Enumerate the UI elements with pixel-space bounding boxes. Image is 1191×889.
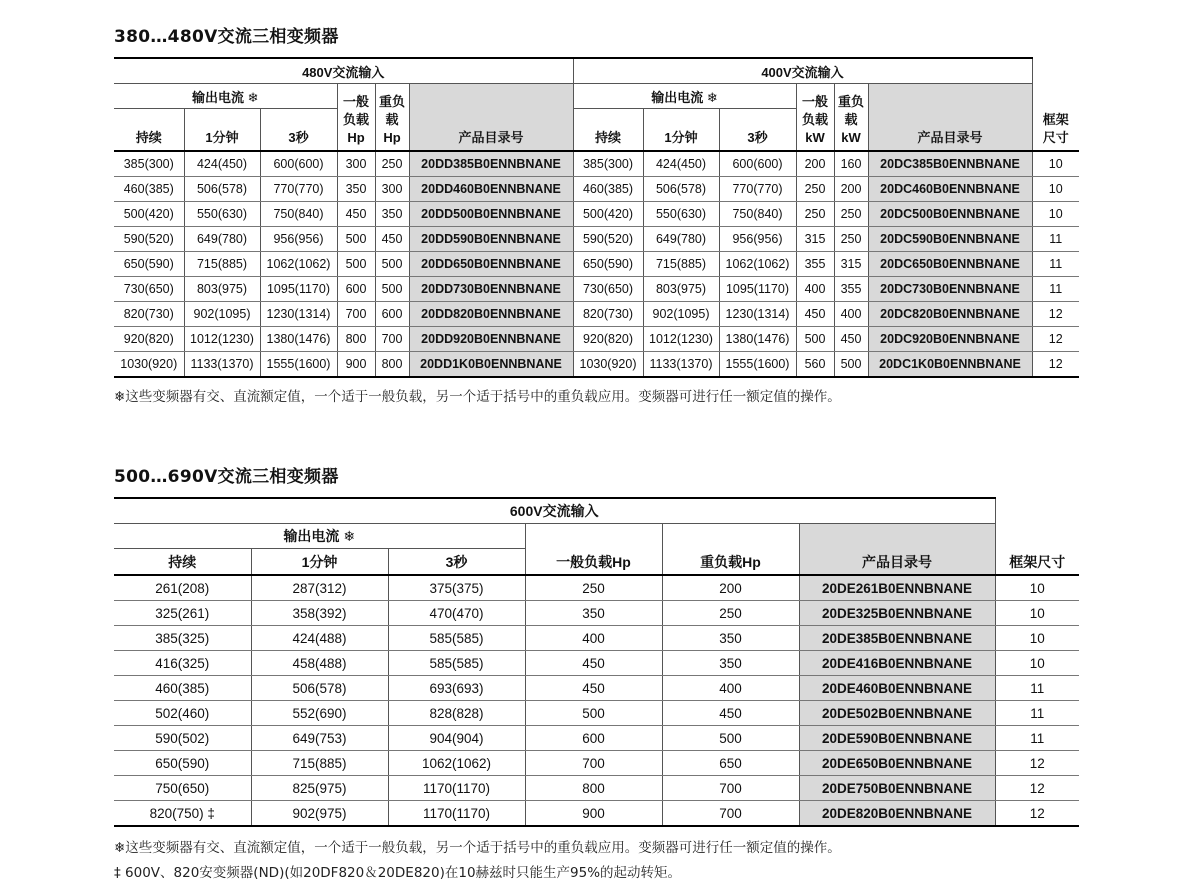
table-cell: 12 xyxy=(1032,327,1079,352)
continuous-header-600v: 持续 xyxy=(114,549,251,576)
table-cell: 424(450) xyxy=(643,151,719,177)
table-cell: 400 xyxy=(662,676,799,701)
section1-title: 380…480V交流三相变频器 xyxy=(114,27,339,47)
table-cell: 20DE820B0ENNBNANE xyxy=(799,801,995,827)
table-cell: 820(730) xyxy=(573,302,643,327)
one-min-header-left: 1分钟 xyxy=(184,109,260,152)
table-cell: 500 xyxy=(834,352,868,378)
table-cell: 1030(920) xyxy=(573,352,643,378)
table-cell: 1062(1062) xyxy=(719,252,796,277)
table-cell: 1555(1600) xyxy=(719,352,796,378)
table-cell: 11 xyxy=(1032,277,1079,302)
table-cell: 20DD1K0B0ENNBNANE xyxy=(409,352,573,378)
table-cell: 11 xyxy=(1032,252,1079,277)
table-cell: 902(1095) xyxy=(184,302,260,327)
table-cell: 650(590) xyxy=(114,751,251,776)
table-cell: 1012(1230) xyxy=(643,327,719,352)
table-cell: 20DC500B0ENNBNANE xyxy=(868,202,1032,227)
table-row xyxy=(114,151,1079,177)
table-cell: 250 xyxy=(834,227,868,252)
section2-footnote-1: ❄这些变频器有交、直流额定值，一个适于一般负载，另一个适于括号中的重负载应用。变频器可进行任一额定值的操作。 xyxy=(114,840,841,856)
table-cell: 600 xyxy=(337,277,375,302)
table-cell: 20DE650B0ENNBNANE xyxy=(799,751,995,776)
table-cell: 585(585) xyxy=(388,626,525,651)
table-cell: 460(385) xyxy=(114,676,251,701)
table-cell: 956(956) xyxy=(719,227,796,252)
table-cell: 506(578) xyxy=(251,676,388,701)
table-cell: 11 xyxy=(995,676,1079,701)
table-cell: 12 xyxy=(995,751,1079,776)
table-cell: 500(420) xyxy=(114,202,184,227)
one-min-header-600v: 1分钟 xyxy=(251,549,388,576)
table-cell: 1170(1170) xyxy=(388,776,525,801)
table-cell: 11 xyxy=(995,701,1079,726)
group-480v-header: 480V交流输入 xyxy=(114,58,573,84)
table-cell: 20DE460B0ENNBNANE xyxy=(799,676,995,701)
normal-duty-hp-header: 一般负载Hp xyxy=(337,84,375,152)
table-row xyxy=(114,352,1079,378)
table-cell: 825(975) xyxy=(251,776,388,801)
table-cell: 820(750) ‡ xyxy=(114,801,251,827)
table-cell: 350 xyxy=(662,651,799,676)
table-cell: 250 xyxy=(796,202,834,227)
table-cell: 900 xyxy=(337,352,375,378)
table-cell: 20DC920B0ENNBNANE xyxy=(868,327,1032,352)
group-600v-header: 600V交流输入 xyxy=(114,498,995,524)
table-row xyxy=(114,227,1079,252)
table-cell: 350 xyxy=(525,601,662,626)
table-cell: 450 xyxy=(796,302,834,327)
table-row xyxy=(114,651,1079,676)
table-cell: 1095(1170) xyxy=(719,277,796,302)
table-cell: 590(502) xyxy=(114,726,251,751)
output-current-header-left: 输出电流 ❄ xyxy=(114,84,337,109)
table-cell: 904(904) xyxy=(388,726,525,751)
group-400v-header: 400V交流输入 xyxy=(573,58,1032,84)
table-cell: 800 xyxy=(337,327,375,352)
catalog-header-right: 产品目录号 xyxy=(868,84,1032,152)
table-cell: 693(693) xyxy=(388,676,525,701)
table-cell: 820(730) xyxy=(114,302,184,327)
table-cell: 300 xyxy=(337,151,375,177)
table-cell: 250 xyxy=(375,151,409,177)
table-cell: 12 xyxy=(995,801,1079,827)
table-cell: 20DE502B0ENNBNANE xyxy=(799,701,995,726)
table-cell: 920(820) xyxy=(114,327,184,352)
table-cell: 450 xyxy=(337,202,375,227)
table-cell: 500 xyxy=(525,701,662,726)
table-cell: 355 xyxy=(796,252,834,277)
table-cell: 315 xyxy=(834,252,868,277)
table-cell: 261(208) xyxy=(114,575,251,601)
table-cell: 1380(1476) xyxy=(719,327,796,352)
table-cell: 300 xyxy=(375,177,409,202)
table-row xyxy=(114,601,1079,626)
table-cell: 502(460) xyxy=(114,701,251,726)
table-cell: 20DD460B0ENNBNANE xyxy=(409,177,573,202)
table-cell: 20DD920B0ENNBNANE xyxy=(409,327,573,352)
table-cell: 450 xyxy=(662,701,799,726)
table-cell: 730(650) xyxy=(114,277,184,302)
table-cell: 649(780) xyxy=(184,227,260,252)
table-cell: 600 xyxy=(375,302,409,327)
table-cell: 715(885) xyxy=(184,252,260,277)
table-cell: 200 xyxy=(796,151,834,177)
table-cell: 450 xyxy=(375,227,409,252)
section2-footnote-2: ‡ 600V、820安变频器(ND)(如20DF820＆20DE820)在10赫兹时只能生产95%的起动转矩。 xyxy=(114,865,682,881)
table-cell: 550(630) xyxy=(184,202,260,227)
table-cell: 375(375) xyxy=(388,575,525,601)
table-cell: 20DE385B0ENNBNANE xyxy=(799,626,995,651)
table-cell: 700 xyxy=(662,776,799,801)
table-cell: 385(300) xyxy=(573,151,643,177)
table-cell: 700 xyxy=(525,751,662,776)
table-cell: 1380(1476) xyxy=(260,327,337,352)
three-sec-header-600v: 3秒 xyxy=(388,549,525,576)
table-cell: 560 xyxy=(796,352,834,378)
table-row xyxy=(114,177,1079,202)
table-cell: 470(470) xyxy=(388,601,525,626)
table-cell: 350 xyxy=(337,177,375,202)
table-cell: 700 xyxy=(662,801,799,827)
table-row xyxy=(114,302,1079,327)
table-cell: 350 xyxy=(662,626,799,651)
table-cell: 828(828) xyxy=(388,701,525,726)
table-cell: 20DE590B0ENNBNANE xyxy=(799,726,995,751)
table-row xyxy=(114,575,1079,601)
table-cell: 460(385) xyxy=(114,177,184,202)
table-cell: 20DC385B0ENNBNANE xyxy=(868,151,1032,177)
normal-duty-hp-header-600v: 一般负载Hp xyxy=(525,524,662,576)
table-cell: 400 xyxy=(834,302,868,327)
table-cell: 700 xyxy=(337,302,375,327)
table-cell: 350 xyxy=(375,202,409,227)
table-cell: 10 xyxy=(1032,202,1079,227)
table-cell: 200 xyxy=(834,177,868,202)
table-cell: 12 xyxy=(1032,352,1079,378)
table-cell: 385(300) xyxy=(114,151,184,177)
table-cell: 956(956) xyxy=(260,227,337,252)
table-cell: 1133(1370) xyxy=(184,352,260,378)
table-cell: 450 xyxy=(525,651,662,676)
table-cell: 358(392) xyxy=(251,601,388,626)
table-cell: 200 xyxy=(662,575,799,601)
table-cell: 770(770) xyxy=(719,177,796,202)
table-cell: 460(385) xyxy=(573,177,643,202)
table-cell: 1133(1370) xyxy=(643,352,719,378)
heavy-duty-kw-header: 重负载kW xyxy=(834,84,868,152)
table-cell: 20DD730B0ENNBNANE xyxy=(409,277,573,302)
table-cell: 500 xyxy=(662,726,799,751)
table-cell: 500 xyxy=(375,277,409,302)
table-cell: 585(585) xyxy=(388,651,525,676)
table-cell: 750(840) xyxy=(260,202,337,227)
table-cell: 650 xyxy=(662,751,799,776)
table-cell: 287(312) xyxy=(251,575,388,601)
table-row xyxy=(114,776,1079,801)
table-cell: 160 xyxy=(834,151,868,177)
table-cell: 902(1095) xyxy=(643,302,719,327)
table-cell: 250 xyxy=(525,575,662,601)
table-cell: 506(578) xyxy=(643,177,719,202)
table-cell: 20DE416B0ENNBNANE xyxy=(799,651,995,676)
table-cell: 650(590) xyxy=(114,252,184,277)
table-cell: 20DC460B0ENNBNANE xyxy=(868,177,1032,202)
table-row xyxy=(114,751,1079,776)
table-cell: 500 xyxy=(796,327,834,352)
table-cell: 600(600) xyxy=(260,151,337,177)
table-cell: 250 xyxy=(662,601,799,626)
continuous-header-right: 持续 xyxy=(573,109,643,152)
table-cell: 20DD650B0ENNBNANE xyxy=(409,252,573,277)
heavy-duty-hp-header: 重负载Hp xyxy=(375,84,409,152)
table-cell: 803(975) xyxy=(643,277,719,302)
table-cell: 416(325) xyxy=(114,651,251,676)
table-cell: 1030(920) xyxy=(114,352,184,378)
three-sec-header-right: 3秒 xyxy=(719,109,796,152)
table-cell: 590(520) xyxy=(114,227,184,252)
table-cell: 506(578) xyxy=(184,177,260,202)
table-cell: 450 xyxy=(834,327,868,352)
table-row xyxy=(114,626,1079,651)
table-cell: 902(975) xyxy=(251,801,388,827)
table-cell: 1062(1062) xyxy=(388,751,525,776)
table-row xyxy=(114,252,1079,277)
table-cell: 424(450) xyxy=(184,151,260,177)
table-row xyxy=(114,726,1079,751)
table-cell: 20DE325B0ENNBNANE xyxy=(799,601,995,626)
table-cell: 20DD500B0ENNBNANE xyxy=(409,202,573,227)
table-cell: 730(650) xyxy=(573,277,643,302)
three-sec-header-left: 3秒 xyxy=(260,109,337,152)
table-cell: 803(975) xyxy=(184,277,260,302)
table-cell: 552(690) xyxy=(251,701,388,726)
table-cell: 1012(1230) xyxy=(184,327,260,352)
table-cell: 325(261) xyxy=(114,601,251,626)
table-cell: 650(590) xyxy=(573,252,643,277)
table-row xyxy=(114,801,1079,827)
table-cell: 458(488) xyxy=(251,651,388,676)
table-cell: 12 xyxy=(995,776,1079,801)
table-cell: 11 xyxy=(1032,227,1079,252)
table-cell: 750(650) xyxy=(114,776,251,801)
table-cell: 450 xyxy=(525,676,662,701)
section2-title: 500…690V交流三相变频器 xyxy=(114,467,339,487)
section1-footnote: ❄这些变频器有交、直流额定值，一个适于一般负载，另一个适于括号中的重负载应用。变频器可进行任一额定值的操作。 xyxy=(114,389,841,405)
table-cell: 20DC730B0ENNBNANE xyxy=(868,277,1032,302)
catalog-header-left: 产品目录号 xyxy=(409,84,573,152)
table-row xyxy=(114,202,1079,227)
table-cell: 20DC590B0ENNBNANE xyxy=(868,227,1032,252)
table-cell: 800 xyxy=(375,352,409,378)
table-cell: 770(770) xyxy=(260,177,337,202)
table-cell: 20DC650B0ENNBNANE xyxy=(868,252,1032,277)
frame-size-header: 框架尺寸 xyxy=(1032,58,1079,151)
output-current-header-600v: 输出电流 ❄ xyxy=(114,524,525,549)
table-cell: 10 xyxy=(995,651,1079,676)
table-cell: 649(753) xyxy=(251,726,388,751)
table-cell: 1062(1062) xyxy=(260,252,337,277)
one-min-header-right: 1分钟 xyxy=(643,109,719,152)
table-cell: 10 xyxy=(995,626,1079,651)
table-cell: 715(885) xyxy=(251,751,388,776)
table-480v-400v xyxy=(114,57,1079,378)
table-cell: 590(520) xyxy=(573,227,643,252)
table-cell: 355 xyxy=(834,277,868,302)
output-current-header-right: 输出电流 ❄ xyxy=(573,84,796,109)
table-cell: 500 xyxy=(375,252,409,277)
table-cell: 20DD820B0ENNBNANE xyxy=(409,302,573,327)
table-cell: 1170(1170) xyxy=(388,801,525,827)
table-cell: 1230(1314) xyxy=(719,302,796,327)
table-cell: 20DD385B0ENNBNANE xyxy=(409,151,573,177)
table-cell: 10 xyxy=(995,575,1079,601)
table-cell: 920(820) xyxy=(573,327,643,352)
table-cell: 1555(1600) xyxy=(260,352,337,378)
table-cell: 800 xyxy=(525,776,662,801)
table-cell: 385(325) xyxy=(114,626,251,651)
table-cell: 550(630) xyxy=(643,202,719,227)
table-cell: 424(488) xyxy=(251,626,388,651)
table-cell: 315 xyxy=(796,227,834,252)
table-cell: 10 xyxy=(1032,151,1079,177)
table-cell: 715(885) xyxy=(643,252,719,277)
table-cell: 1230(1314) xyxy=(260,302,337,327)
table-row xyxy=(114,327,1079,352)
table-row xyxy=(114,676,1079,701)
table-cell: 500 xyxy=(337,227,375,252)
table-cell: 400 xyxy=(525,626,662,651)
normal-duty-kw-header: 一般负载kW xyxy=(796,84,834,152)
table-cell: 10 xyxy=(1032,177,1079,202)
table-cell: 20DE261B0ENNBNANE xyxy=(799,575,995,601)
frame-size-header-600v: 框架尺寸 xyxy=(995,498,1079,575)
table-cell: 600 xyxy=(525,726,662,751)
table-cell: 20DC1K0B0ENNBNANE xyxy=(868,352,1032,378)
table-cell: 12 xyxy=(1032,302,1079,327)
table-cell: 20DC820B0ENNBNANE xyxy=(868,302,1032,327)
table-cell: 400 xyxy=(796,277,834,302)
table-cell: 600(600) xyxy=(719,151,796,177)
table-cell: 20DE750B0ENNBNANE xyxy=(799,776,995,801)
table-cell: 900 xyxy=(525,801,662,827)
table-cell: 250 xyxy=(796,177,834,202)
table-cell: 500(420) xyxy=(573,202,643,227)
table-cell: 649(780) xyxy=(643,227,719,252)
table-600v xyxy=(114,497,1079,827)
table-cell: 250 xyxy=(834,202,868,227)
table-cell: 11 xyxy=(995,726,1079,751)
table-cell: 500 xyxy=(337,252,375,277)
table-row xyxy=(114,701,1079,726)
table-cell: 700 xyxy=(375,327,409,352)
table-row xyxy=(114,277,1079,302)
table-cell: 10 xyxy=(995,601,1079,626)
table-cell: 20DD590B0ENNBNANE xyxy=(409,227,573,252)
continuous-header-left: 持续 xyxy=(114,109,184,152)
table-cell: 1095(1170) xyxy=(260,277,337,302)
heavy-duty-hp-header-600v: 重负载Hp xyxy=(662,524,799,576)
catalog-header-600v: 产品目录号 xyxy=(799,524,995,576)
table-cell: 750(840) xyxy=(719,202,796,227)
